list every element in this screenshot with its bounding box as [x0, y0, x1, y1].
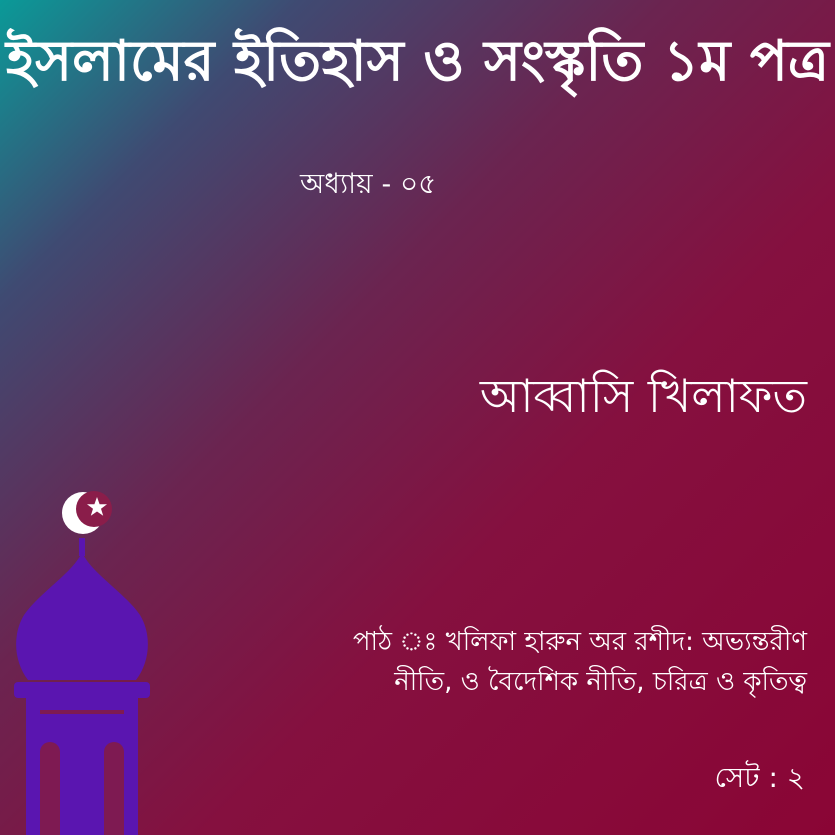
lesson-line-2: নীতি, ও বৈদেশিক নীতি, চরিত্র ও কৃতিত্ব: [394, 667, 807, 698]
chapter-label: অধ্যায় - ০৫: [300, 167, 437, 200]
lesson-text: [207, 622, 807, 703]
lesson-line-1: পাঠ ঃ খলিফা হারুন অর রশীদ: অভ্যন্তরীণ: [352, 627, 807, 657]
crescent-star-icon: [62, 491, 112, 534]
set-label: সেট : ২: [714, 761, 805, 794]
mosque-minaret-icon: [0, 480, 200, 835]
topic-title: আব্বাসি খিলাফত: [479, 369, 807, 423]
main-title: ইসলামের ইতিহাস ও সংস্কৃতি ১ম পত্র: [5, 28, 830, 94]
